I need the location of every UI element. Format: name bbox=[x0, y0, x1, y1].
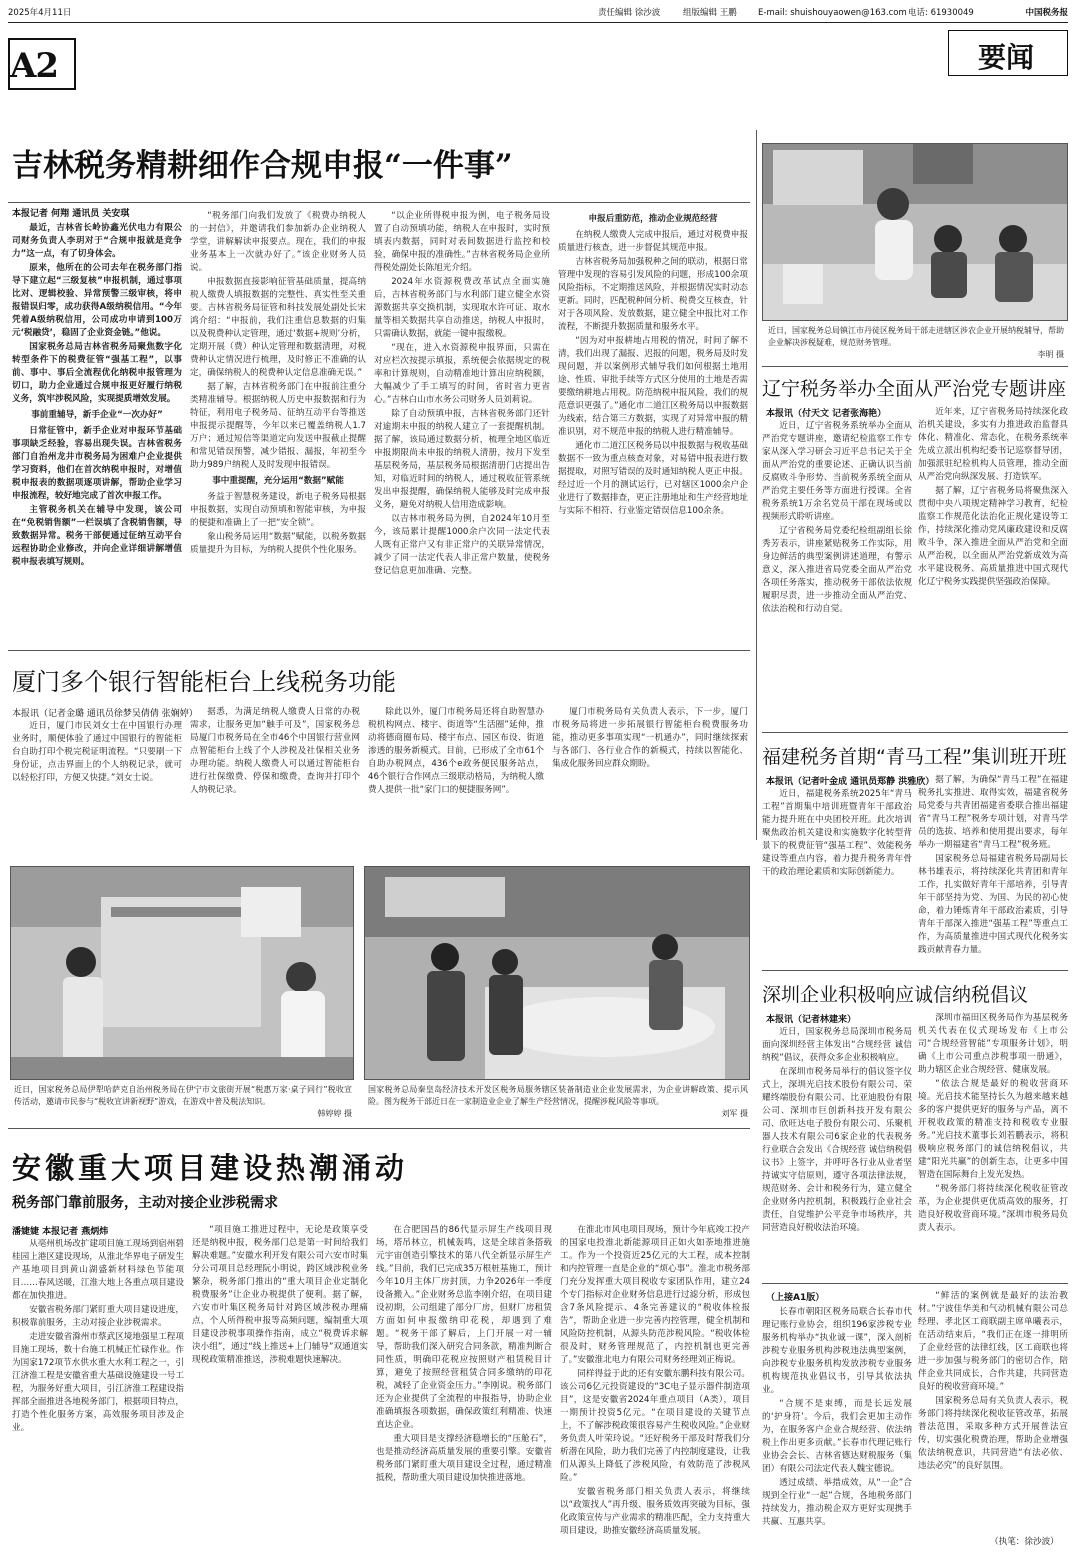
masthead-rule bbox=[8, 22, 1068, 23]
paper-name: 中国税务报 bbox=[1025, 8, 1068, 18]
article1-col2-p3: 据了解，吉林省税务部门在申报前注重分类精准辅导。根据纳税人历史申报数据和行为特征，利用电子税务局、征纳互动平台等推送申报提示提醒等，今年以来已覆盖纳税人1.7万户；通过短信等渠道定向发送申报截止提醒和常见错误预警，减少错报、漏报，年初至今助力989户纳税人及时发现申报错误。 bbox=[190, 382, 366, 470]
article1-subhead2: 事中重提醒，充分运用“数据”赋能 bbox=[212, 476, 344, 486]
article1-col4-p1: 在纳税人缴费人完成申报后，通过对税费申报质量进行核查，进一步督促其规范申报。 bbox=[558, 230, 748, 253]
article1-title-rule bbox=[8, 202, 750, 203]
photo-tax-publicity-caption bbox=[14, 1084, 352, 1124]
article1-col2-tail: 务益于智慧税务建设，新电子税务局根据申报数据，实现自动预填和智能审核，为申报的便捷和准确上了一把“安全锁”。 bbox=[190, 492, 366, 528]
article6-p7: 在淮北市风电项目现场，预计今年底竣工投产的国家电投淮北新能源项目正如火如荼地推进施工。作为一个投资近25亿元的大工程，成本控制和内控管理一直是企业的“烦心事”。淮北市税务部门充分发挥重大项目税收专家团队作用，建立24个专门指标对企业财务信息进行过滤分析，形成包含7条风险提示、4条完善建议的“税收体检报告”，帮助企业进一步完善内控管理，健全机制和风险防控机制，从源头防范涉税风险。“税收体检很及时，财务管理规范了，内控机制也更完善了。”安徽淮北电力有限公司财务经理刘正梅说。 bbox=[560, 1225, 750, 1365]
page-number: A2 bbox=[10, 46, 59, 86]
article1-col2-p4: 象山税务局运用“数据”赋能，以税务数据质量提升为目标，为纳税人提供个性化服务。 bbox=[190, 532, 366, 555]
article1-col4-p4: 通化市二道江区税务局以申报数据与税收基础数据不一致为重点核查对象，对易错申报表进行数据提取，对照写错误的及时通知纳税人更正申报。经过近一个月的测试运行，已对辖区1000余户企业进行了数据排查，更正注册地址和生产经营地址与实际不相符、行业鉴定错误信息100余条。 bbox=[558, 441, 748, 516]
article1-p2: 原来，他所在的公司去年在税务部门指导下建立起“三级复核”申报机制，通过事项比对、逻辑校验、异常预警三级审核，将申报错误归零，成功获得A级纳税信用。“今年凭着A级纳税信用，公司成功申请到100万元‘税融贷’，稳固了企业资金链。”他说。 bbox=[12, 263, 182, 338]
article1-col4-p2: 吉林省税务局加强税种之间的联动，根据日常管理中发现的容易引发风险的问题，形成100余项风险指标，不定期推送风险，并根据情况实时动态更新。同时，匹配税种间分析、税费交互核查，针对于各项风险、发放数据，建立健全申报比对工作流程，不断提升数据质量和服务水平。 bbox=[558, 257, 748, 332]
article6-subtitle: 税务部门靠前服务，主动对接企业涉税需求 bbox=[12, 1195, 278, 1211]
article7-p5: 国家税务总局有关负责人表示，税务部门将持续深化税收征管改革，拓展普法范围，采取多种方式开展普法宣传，切实强化税费治理，帮助企业增强依法纳税意识，共同营造“有法必依、违法必究”的良好氛围。 bbox=[918, 1396, 1068, 1471]
article2-byline: 本报讯（付天文 记者张海艳） bbox=[766, 409, 887, 419]
responsible-editor: 责任编辑 徐沙波 bbox=[598, 8, 661, 18]
photo-manufacturing-image bbox=[365, 867, 750, 1080]
article4-title: 深圳企业积极响应诚信纳税倡议 bbox=[762, 984, 1029, 1006]
article1-col4-p3: “因为对申报耕地占用税的情况，时间了解不清，我们出现了漏报、迟报的问题，税务局及时发现问题，并以案例形式辅导我们如何根据土地用途、性质、审批手续等方式区分使用的土地是否需要缴纳耕地占用税。防范纳税申报风险，我们的规范意识更强了。”通化市二道江区税务局以申报数据为线索，结合第三方数据，实现了对异常申报的精准识别，对不规范申报的纳税人进行精准辅导。 bbox=[558, 336, 748, 437]
article7-editor-note: （执笔：徐沙波） bbox=[990, 1537, 1059, 1547]
photo-tax-publicity-credit: 韩婷婷 摄 bbox=[317, 1109, 352, 1118]
article5-title: 厦门多个银行智能柜台上线税务功能 bbox=[12, 668, 396, 696]
article5-p1: 近日，厦门市民刘女士在中国银行办理业务时，顺便体验了通过中国银行的智能柜台自助打印个税完税证明流程。“只要刷一下身份证，点击界面上的个人纳税记录，就可以轻松打印，方便又快捷。”刘女士说。 bbox=[12, 721, 182, 783]
article1-col3-p5: 以吉林市税务局为例，自2024年10月至今，该局累计提醒1000余户次同一法定代表人既有正常户又有非正常户的关联异常情况，减少了同一法定代表人非正常户数量，使税务登记信息更加准确、完整。 bbox=[374, 514, 550, 576]
article4-p4: “依法合规是最好的税收营商环境。光启技术能坚持长久为越来越来越多的客户提供更好的服务与产品，离不开税收政策的精准支持和税收专业服务。”光启技术董事长刘若鹏表示，将积极响应税务部门的诚信纳税倡议，共建“阳光共赢”的创新生态，让更多中国智造在国际舞台上发光发热。 bbox=[918, 1079, 1068, 1180]
article1-col2 bbox=[190, 210, 366, 642]
article6-p4: “项目施工推进过程中，无论是政策享受还是纳税申报，税务部门总是第一时间给我们解决难题。”安徽水利开发有限公司六安市时集分公司项目总经理阮小明说，跨区域涉税业务繁杂，税务部门推出的“重大项目企业定制化税费服务”让企业办税提供了便利。据了解，六安市叶集区税务局针对跨区域涉税办理痛点，个人所得税申报等高频问题，编制重大项目建设涉税事项操作指南，成立“税费诉求解决小组”，通过“线上推送+上门辅导”双通道实现税政策精准推送，涉税难题快速解决。 bbox=[192, 1225, 368, 1365]
article5-p4: 厦门市税务局有关负责人表示，下一步，厦门市税务局将进一步拓展银行智能柜台税费服务功能，推动更多事项实现“一机通办”，同时继续探索与各部门、各行业合作的新模式，持续以智能化、集成化服务回应群众期盼。 bbox=[552, 707, 748, 769]
article1-subhead3: 申报后重防范，推动企业规范经营 bbox=[588, 214, 718, 224]
contact-email: E-mail: shuishouyaowen@163.com bbox=[758, 8, 907, 18]
photo-tax-guidance-image bbox=[763, 144, 1068, 321]
article1-title: 吉林税务精耕细作合规申报“一件事” bbox=[12, 148, 513, 184]
article6-byline: 潘婕婕 本报记者 燕炳炜 bbox=[12, 1227, 109, 1237]
article1-col3-p4: 除了自动预填申报，吉林省税务部门还针对逾期未申报的纳税人建立了一套提醒机制。据了解，该局通过数据分析，梳理全地区临近申报期限尚未申报的纳税人清册，按月下发至基层税务局，基层税务局根据清册门店提出告知，对临近时间的纳税人，通过税收征管系统发出申报提醒，确保纳税人能够及时完成申报义务，避免对纳税人信用造成影响。 bbox=[374, 409, 550, 510]
article5-byline: 本报讯（记者金璐 通讯员徐梦吴倩倩 张娴婷） bbox=[12, 709, 198, 719]
photo-tax-guidance bbox=[762, 143, 1068, 321]
article5-top-rule bbox=[8, 650, 750, 651]
article7-col1 bbox=[762, 1306, 912, 1546]
article7-p1: 长春市朝阳区税务局联合长春市代理记账行业协会，组织196家涉税专业服务机构举办“执业诚一课”，深入剖析涉税专业服务机构涉税违法典型案例，向涉税专业服务机构发放涉税专业服务机构规范执业倡议书，引导其依法执业。 bbox=[762, 1307, 912, 1395]
article6-p6: 重大项目是支撑经济稳增长的“压舱石”，也是推动经济高质量发展的重要引擎。安徽省税务部门紧盯重大项目建设全过程，通过精准抵税，帮助重大项目建设加快推进落地。 bbox=[376, 1434, 552, 1483]
article1-subhead1: 事前重辅导，新手企业“一次办好” bbox=[31, 410, 163, 420]
article3-col1 bbox=[762, 788, 912, 968]
article1-col2-p2: 申报数据直接影响征管基础质量，提高纳税人缴费人填报数据的完整性、真实性至关重要。吉林省税务局征管和科技发展处副处长宋鸿介绍：“申报前，我们注重信息数据的归集以及税费种认定管理，通过‘数据+规则’分析，定期开展（费）种认定管理和数据清理，对税费种认定情况进行梳理，及时修正不准确的认定，确保纳税人的税费种认定信息准确无误。” bbox=[190, 277, 366, 378]
article1-col2-p1: “税务部门向我们发放了《税费办纳税人的一封信》，并邀请我们参加新办企业纳税人学堂，讲解解读申报要点。现在，我们的申报业务基本上一次就办好了。”该企业财务人员说。 bbox=[190, 211, 366, 273]
article3-col2 bbox=[918, 774, 1068, 968]
article1-col3-p3: “现在，进入水资源税申报界面，只需在对应栏次按提示填报，系统便会依据规定的税率和计算规则，自动精准地计算出应纳税额，大幅减少了手工填写的时间，省时省力更省心。”吉林白山市水务公司财务人员刘莉说。 bbox=[374, 343, 550, 405]
article2-p1: 近日，辽宁省税务系统举办全面从严治党专题讲座，邀请纪检监察工作专家从深入学习研会习近平总书记关于全面从严治党的重要论述、正确认识当前反腐败斗争形势、当前税务系统全面从严治党主要任务等方面进行授课。全省税务系统1万余名党员干部在现场或以视频形式聆听讲座。 bbox=[762, 421, 912, 522]
photo-tax-publicity bbox=[10, 866, 354, 1080]
article7-col2 bbox=[918, 1290, 1068, 1534]
article6-p1: 从亳州机场改扩建项目施工现场到宿州碧桂园上港区建设现场，从淮北华界电子研发生产基地项目到黄山湖盛新材料绿色节能项目……春风送暖，江淮大地上各重点项目建设都在加快推进。 bbox=[12, 1239, 184, 1301]
article2-col2 bbox=[918, 406, 1068, 730]
article2-p2: 辽宁省税务局党委纪检组副组长徐秀芳表示，讲座紧贴税务工作实际，用身边鲜活的典型案例讲述道理，有警示意义，深入推进省局党委全面从严治党各项任务落实，推动税务干部依法依规履职尽责，进一步推动全面从严治党、依法治税和行动自觉。 bbox=[762, 526, 912, 614]
article1-byline: 本报记者 何翔 通讯员 关安琪 bbox=[12, 209, 130, 219]
article4-p5: “税务部门将持续深化税收征管改革，为企业提供更优质高效的服务，打造良好税收营商环境。”深圳市税务局负责人表示。 bbox=[918, 1184, 1068, 1233]
article5-col4 bbox=[552, 706, 748, 848]
photo-tax-guidance-caption bbox=[768, 325, 1064, 363]
article1-p3: 国家税务总局吉林省税务局聚焦数字化转型条件下的税费征管“强基工程”，以事前、事中、事后全流程优化纳税申报管理为切口，助力企业通过合规申报更好履行纳税义务，筑牢涉税风险，实现提质增效发展。 bbox=[12, 342, 182, 404]
article5-col3 bbox=[368, 706, 544, 848]
article4-p1: 近日，国家税务总局深圳市税务局面向深圳经营主体发出“合规经营 诚信纳税”倡议，获得众多企业积极响应。 bbox=[762, 1027, 912, 1063]
article1-col3 bbox=[374, 210, 550, 642]
article3-p1: 近日，福建税务系统2025年“青马工程”首期集中培训班暨青年干部政治能力提升班在中央团校开班。此次培训聚焦政治机关建设和实施数字化转型背景下的税费征管“强基工程”、效能税务建设等重点内容，着力提升税务青年骨干的政治理论素质和实际创新能力。 bbox=[762, 789, 912, 877]
article3-rule bbox=[762, 970, 1068, 971]
photo1-rule bbox=[762, 366, 1068, 367]
article7-continued: （上接A1版） bbox=[766, 1293, 825, 1303]
article1-col3-p2: 2024年水资源税费改革试点全面实施后，吉林省税务部门与水利部门建立健全水资源数据共享交换机制，实现取水许可证、取水量等相关数据共享自动推送，纳税人申报时，只需确认数据，就能一键申报缴税。 bbox=[374, 277, 550, 339]
article6-top-rule bbox=[8, 1128, 750, 1129]
article6-p3: 走进安徽省滁州市蔡武区境地强星工程项目施工现场，数十台施工机械正忙碌作业。作为国家172项节水供水重大水利工程之一，引江济淮工程是安徽省重大基础设施建设一号工程，为服务好重大项目，引江济淮工程建设指挥部全面推进各地税务部门，根据项目特点，打造个性化服务方案，高效服务项目涉及企业。 bbox=[12, 1332, 184, 1433]
article6-col3 bbox=[376, 1224, 552, 1548]
article6-title: 安徽重大项目建设热潮涌动 bbox=[12, 1151, 409, 1185]
article7-p2: “合规不是束缚，而是长远发展的‘护身符’。今后，我们会更加主动作为，在服务客户企业合规经营、依法纳税上作出更多贡献。”长春市代理记账行业协会会长、吉林省德达财税服务（集团）有限公司法定代表人魏宝德说。 bbox=[762, 1399, 912, 1474]
article3-title: 福建税务首期“青马工程”集训班开班 bbox=[762, 746, 1067, 768]
article2-col1 bbox=[762, 420, 912, 730]
article1-col4 bbox=[558, 210, 748, 642]
article3-p2: 据了解，为确保“青马工程”在福建税务扎实推进、取得实效，福建省税务局党委与共青团福建省委联合推出福建省“青马工程”税务专项计划，对青马学员的选拔、培养和使用提出要求，每年举办一期福建省“青马工程”税务班。 bbox=[918, 775, 1068, 850]
photo-tax-guidance-caption-text: 近日，国家税务总局镇江市丹徒区税务局干部走进辖区涉农企业开展纳税辅导，帮助企业解决涉税疑难，规范财务管理。 bbox=[768, 326, 1064, 347]
article6-col4 bbox=[560, 1224, 750, 1548]
photo-tax-guidance-credit: 李明 摄 bbox=[1037, 350, 1064, 359]
article6-p2: 安徽省税务部门紧盯重大项目建设进度，积极靠前服务，主动对接企业涉税需求。 bbox=[12, 1305, 184, 1328]
article2-rule bbox=[762, 732, 1068, 733]
masthead bbox=[8, 6, 1068, 20]
article6-col1 bbox=[12, 1238, 184, 1548]
article1-p5: 主管税务机关在辅导中发现，该公司在“免税销售额”一栏误填了含税销售额，导致数据异常。税务干部便通过征纳互动平台远程协助企业修改，并向企业详细讲解增值税申报表填写规则。 bbox=[12, 505, 182, 567]
article5-p2: 据悉，为满足纳税人缴费人日常的办税需求，让服务更加“触手可及”，国家税务总局厦门市税务局在全市46个中国银行营业网点智能柜台上线了个人涉税及社保相关业务办理功能。纳税人缴费人可以通过智能柜台进行社保缴费、停保和缴费，查询并打印个人纳税记录。 bbox=[190, 707, 360, 795]
photo-manufacturing-credit: 刘军 摄 bbox=[721, 1109, 748, 1118]
article4-col2 bbox=[918, 1012, 1068, 1280]
article3-byline: 本报讯（记者叶金成 通讯员郑静 洪雅欣） bbox=[766, 777, 935, 787]
photo-manufacturing bbox=[364, 866, 750, 1080]
article5-p3: 除此以外，厦门市税务局还将自助智慧办税机构网点、楼宇、街道等“生活圈”延伸，推动将德商圈布局、楼宇布点、园区布设、街道渗透的服务新模式。目前，已形成了全市61个自助办税网点，436个e政务便民服务站点，46个银行合作网点三级联动格局，为纳税人缴费人提供一批“家门口的便捷服务网”。 bbox=[368, 707, 544, 795]
article2-p4: 据了解，辽宁省税务局将聚焦深入贯彻中央八项规定精神学习教育，纪检监察工作规范化法治化正规化建设等工作，持续深化推动党风廉政建设和反腐败斗争，深入推进全面从严治党和全面从严治税，以全面从严治党新成效为高水平建设税务、高质量推进中国式现代化辽宁税务实践提供坚强政治保障。 bbox=[918, 486, 1068, 587]
photo-tax-publicity-caption-text: 近日，国家税务总局伊犁哈萨克自治州税务局在伊宁市文旅街开展“税惠万家·桌子同行”税收宣传活动，邀请市民参与“税收宣讲新视野”游戏，在游戏中普及税法知识。 bbox=[14, 1085, 352, 1106]
article7-p4: “鲜活的案例就是最好的法治教材。”宁波佳华美和气动机械有限公司总经理、孝北区工商联副主席单曦表示，在活动结束后，“我们正在逐一排明所了企业经营的法律红线，区工商联也将进一步加强与税务部门的密切合作，陪伴企业共同成长，合作共建，共同营造良好的税收营商环境。” bbox=[918, 1291, 1068, 1392]
article4-col1 bbox=[762, 1026, 912, 1280]
photo-tax-publicity-image bbox=[11, 867, 354, 1080]
article2-p3: 近年来，辽宁省税务局持续深化政治机关建设，多实有力推进政治监督具体化、精准化、常态化，在税务系统率先成立派出机构纪委书记巡察督导团，加强派驻纪检机构人员管理，推动全面从严治党向纵深发展、打造铁军。 bbox=[918, 407, 1068, 482]
article5-col2 bbox=[190, 706, 360, 848]
article6-p8: 同样得益于此的还有安徽东鹏科技有限公司。该公司6亿元投资建设的“3C电子显示器件制造项目”，这是安徽省2024年重点项目（A类），项目一期预计投资5亿元。“在项目建设的关键节点上，不了解涉税政策很容易产生税收风险。”企业财务负责人叶荣玲说。“还好税务干部及时帮我们分析潜在风险，助力我们完善了内控制度建设，让我们从源头上降低了涉税风险，有效防范了涉税风险。” bbox=[560, 1369, 750, 1483]
photo-manufacturing-caption bbox=[368, 1084, 748, 1124]
article1-col3-p1: “以企业所得税申报为例，电子税务局设置了自动预填功能，纳税人在申报时，实时预填表内数据，同时对表间数据进行监控和校验，确保申报的准确性。”吉林省税务局企业所得税处副处长陈旭光介绍。 bbox=[374, 211, 550, 273]
article2-title: 辽宁税务举办全面从严治党专题讲座 bbox=[762, 378, 1067, 400]
article6-col2 bbox=[192, 1224, 368, 1548]
article6-p9: 安徽省税务部门相关负责人表示，将继续以“政策找人”再升级、服务质效再突破为目标，强化政策宣传与产业需求的精准匹配，全力支持重大项目建设，助推安徽经济高质量发展。 bbox=[560, 1487, 750, 1536]
article5-col1 bbox=[12, 720, 182, 848]
section-title: 要闻 bbox=[978, 41, 1035, 74]
article3-p3: 国家税务总局福建省税务局副局长林书雄表示，将持续深化共青团和青年工作，扎实做好青年干部培养，引导青年干部坚持为党、为国、为民的初心使命，着力锤炼青年干部政治素质，引导青年干部深入推进“强基工程”等重点工作，为高质量推进中国式现代化税务实践贡献青春力量。 bbox=[918, 854, 1068, 955]
article4-p3: 深圳市福田区税务局作为基层税务机关代表在仪式现场发布《上市公司“合规经营智能”专项服务计划》，明确《上市公司重点涉税事项一册通》，助力辖区企业合规经营、健康发展。 bbox=[918, 1013, 1068, 1075]
article1-col1 bbox=[12, 222, 182, 642]
article6-p5: 在合肥国昌的86代显示屏生产线项目现场，塔吊林立，机械轰鸣，这是全球首条搭载元宇宙创造引擎技术的第八代全新显示屏生产线。”目前，我们已完成35万根桩基施工，预计今年10月主体厂房封顶，力争2026年一季度设备搬入。”企业财务总监李刚介绍，在项目建设初期，公司组建了部分厂房，但财厂房租赁方面如何申报缴纳印花税，却遇到了难题。“税务干部了解后，上门开展一对一辅导，帮助我们深入研究合同条款，精准判断合同性质，明确印花税应按照财产租赁税目计算，避免了按照经营租赁合同多缴纳的印花税，减轻了企业资金压力。”李刚说。税务部门还为企业提供了全流程的申报指导，协助企业准确填报各项数据，确保政策红利精准、快速直达企业。 bbox=[376, 1225, 552, 1430]
article1-p1: 最近，吉林省长岭协鑫光伏电力有限公司财务负责人李玥对于“合规申报就是竞争力”这一点，有了切身体会。 bbox=[12, 223, 182, 259]
article1-p4: 日常征管中，新手企业对申报环节基础事项缺乏经验，容易出现失误。吉林省税务部门自治州龙井市税务局为困难户企业提供学习资料，他们在首次纳税申报时，对增值税申报表的数据项逐项讲解，帮助企业学习申报流程，较好地完成了首次申报工作。 bbox=[12, 426, 182, 501]
article7-p3: 透过成绩、举措成效，从“一企”合规到全行业“一起”合规，各地税务部门持续发力，推动税企双方更好实现携手共赢、互惠共享。 bbox=[762, 1478, 912, 1527]
right-column-divider bbox=[756, 130, 757, 840]
article4-p2: 在深圳市税务局举行的倡议签字仪式上，深圳光启技术股份有限公司、荣耀终端股份有限公司、比亚迪股份有限公司、深圳市巨创新科技开发有限公司、欣旺达电子股份有限公司、乐聚机器人技术有限公司6家企业的代表税务行业联合会发出《合规经营 诚信纳税倡议书》上签字，并呼吁各行业从业者坚持诚实守信原则，遵守各项法律法规，规范财务、会计和税务行为，建立健全企业财务内控机制，积极践行企业社会责任，自觉维护公平竞争市场秩序，共同营造良好税收法治环境。 bbox=[762, 1067, 912, 1233]
contact-tel: 电话: 61930049 bbox=[908, 8, 974, 18]
article4-rule bbox=[762, 1283, 1068, 1284]
layout-editor: 组版编辑 王鹏 bbox=[683, 8, 737, 18]
issue-date: 2025年4月11日 bbox=[8, 8, 72, 18]
article4-byline: 本报讯（记者林建来） bbox=[766, 1015, 857, 1025]
photo-manufacturing-caption-text: 国家税务总局秦皇岛经济技术开发区税务局服务辖区装备制造业企业发展需求，为企业讲解政策、提示风险。图为税务干部近日在一家制造业企业了解生产经营情况，提醒涉税风险等事项。 bbox=[368, 1085, 748, 1106]
